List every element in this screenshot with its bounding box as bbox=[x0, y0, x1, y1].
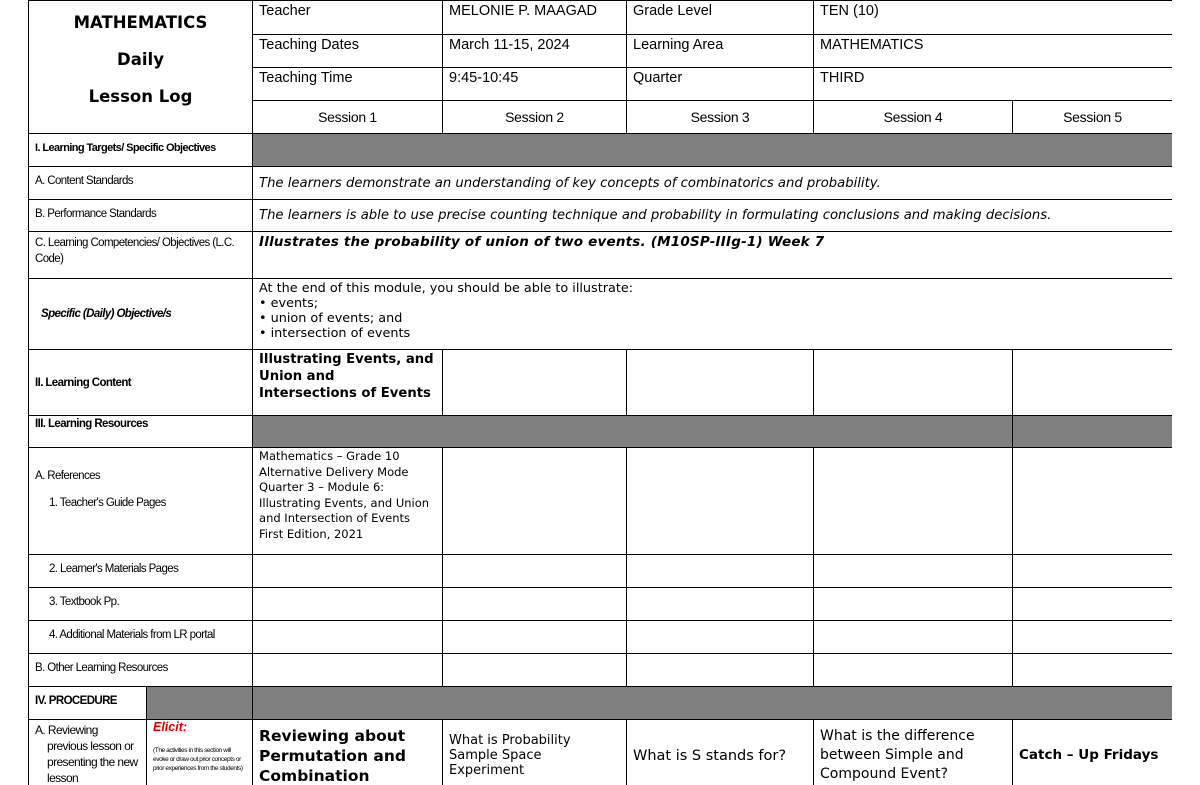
session-2-header: Session 2 bbox=[443, 101, 627, 134]
textbook-session-4 bbox=[814, 588, 1013, 621]
procedure-label: IV. PROCEDURE bbox=[29, 687, 147, 720]
review-session-5: Catch – Up Fridays bbox=[1013, 720, 1172, 785]
learners-materials-session-1 bbox=[253, 555, 443, 588]
other-resources-session-4 bbox=[814, 654, 1013, 687]
learning-content-session-5 bbox=[1013, 350, 1172, 416]
learning-content-session-2 bbox=[443, 350, 627, 416]
learning-resources-shade-session-5 bbox=[1013, 416, 1172, 448]
learning-resources-shade bbox=[253, 416, 1013, 448]
review-lesson-label: A. Reviewing previous lesson or presenting the new lesson bbox=[29, 720, 147, 785]
session-3-header: Session 3 bbox=[627, 101, 814, 134]
learning-content-session-3 bbox=[627, 350, 814, 416]
procedure-row bbox=[29, 687, 1173, 720]
teaching-time-value: 9:45-10:45 bbox=[443, 68, 627, 101]
textbook-session-5 bbox=[1013, 588, 1172, 621]
learning-content-session-4 bbox=[814, 350, 1013, 416]
learners-materials-session-2 bbox=[443, 555, 627, 588]
review-session-4: What is the difference between Simple and Compound Event? bbox=[814, 720, 1013, 785]
learning-content-label: II. Learning Content bbox=[29, 350, 253, 416]
quarter-label: Quarter bbox=[627, 68, 814, 101]
content-standards-row bbox=[29, 167, 1173, 200]
performance-standards-label: B. Performance Standards bbox=[29, 200, 253, 232]
additional-materials-session-1 bbox=[253, 621, 443, 654]
learners-materials-row bbox=[29, 555, 1173, 588]
review-session-1: Reviewing about Permutation and Combination bbox=[253, 720, 443, 785]
learning-targets-label: I. Learning Targets/ Specific Objectives bbox=[29, 134, 253, 167]
additional-materials-row bbox=[29, 621, 1173, 654]
additional-materials-session-2 bbox=[443, 621, 627, 654]
other-resources-label: B. Other Learning Resources bbox=[29, 654, 253, 687]
textbook-label: 3. Textbook Pp. bbox=[29, 588, 253, 621]
review-lesson-row bbox=[29, 720, 1173, 785]
performance-standards-value: The learners is able to use precise counting technique and probability in formulating conclusions and making decisions. bbox=[253, 200, 1172, 232]
teaching-dates-label: Teaching Dates bbox=[253, 35, 443, 68]
other-resources-session-1 bbox=[253, 654, 443, 687]
review-session-3: What is S stands for? bbox=[627, 720, 814, 785]
other-resources-session-3 bbox=[627, 654, 814, 687]
grade-level-label: Grade Level bbox=[627, 1, 814, 35]
objectives-intro: At the end of this module, you should be able to illustrate: bbox=[259, 281, 634, 296]
content-standards-value: The learners demonstrate an understanding of key concepts of combinatorics and probability. bbox=[253, 167, 1172, 200]
document-title bbox=[29, 1, 253, 134]
learning-targets-row bbox=[29, 134, 1173, 167]
header-row-teacher bbox=[29, 1, 1173, 35]
additional-materials-label: 4. Additional Materials from LR portal bbox=[29, 621, 253, 654]
textbook-session-2 bbox=[443, 588, 627, 621]
learning-targets-shade bbox=[253, 134, 1172, 167]
competencies-label: C. Learning Competencies/ Objectives (L.C. Code) bbox=[29, 232, 253, 279]
session-5-header: Session 5 bbox=[1013, 101, 1172, 134]
learners-materials-session-3 bbox=[627, 555, 814, 588]
references-session-3 bbox=[627, 448, 814, 555]
textbook-session-3 bbox=[627, 588, 814, 621]
teacher-label: Teacher bbox=[253, 1, 443, 35]
teaching-time-label: Teaching Time bbox=[253, 68, 443, 101]
elicit-cell bbox=[147, 720, 253, 785]
title-line-3: Lesson Log bbox=[88, 87, 193, 106]
learning-content-row bbox=[29, 350, 1173, 416]
content-standards-label: A. Content Standards bbox=[29, 167, 253, 200]
references-row bbox=[29, 448, 1173, 555]
review-session-2: What is Probability Sample Space Experiment bbox=[443, 720, 627, 785]
objective-item: • intersection of events bbox=[259, 326, 411, 341]
references-session-2 bbox=[443, 448, 627, 555]
title-line-1: MATHEMATICS bbox=[73, 13, 208, 32]
specific-objectives-value bbox=[253, 279, 1172, 350]
specific-objectives-row bbox=[29, 279, 1173, 350]
teachers-guide-value: Mathematics – Grade 10 Alternative Delivery Mode Quarter 3 – Module 6: Illustrating Events, and Union and Intersection of Events First Edition, 2021 bbox=[253, 448, 443, 555]
session-4-header: Session 4 bbox=[814, 101, 1013, 134]
additional-materials-session-5 bbox=[1013, 621, 1172, 654]
procedure-shade-left bbox=[147, 687, 253, 720]
additional-materials-session-4 bbox=[814, 621, 1013, 654]
title-line-2: Daily bbox=[117, 50, 164, 69]
learning-resources-label: III. Learning Resources bbox=[29, 416, 253, 448]
performance-standards-row bbox=[29, 200, 1173, 232]
teachers-guide-label: 1. Teacher's Guide Pages bbox=[49, 497, 166, 509]
textbook-session-1 bbox=[253, 588, 443, 621]
procedure-shade bbox=[253, 687, 1172, 720]
quarter-value: THIRD bbox=[814, 68, 1172, 101]
textbook-row bbox=[29, 588, 1173, 621]
other-resources-session-2 bbox=[443, 654, 627, 687]
learners-materials-session-5 bbox=[1013, 555, 1172, 588]
objective-item: • union of events; and bbox=[259, 311, 403, 326]
additional-materials-session-3 bbox=[627, 621, 814, 654]
teacher-value: MELONIE P. MAAGAD bbox=[443, 1, 627, 35]
learning-content-session-1: Illustrating Events, and Union and Intersections of Events bbox=[253, 350, 443, 416]
elicit-title: Elicit: bbox=[153, 720, 188, 734]
other-resources-session-5 bbox=[1013, 654, 1172, 687]
competencies-value: Illustrates the probability of union of two events. (M10SP-IIIg-1) Week 7 bbox=[253, 232, 1172, 279]
lesson-log-sheet bbox=[28, 0, 1172, 785]
lesson-log-table bbox=[28, 0, 1172, 785]
references-label: A. References bbox=[35, 470, 101, 482]
learning-area-value: MATHEMATICS bbox=[814, 35, 1172, 68]
learning-area-label: Learning Area bbox=[627, 35, 814, 68]
competencies-row bbox=[29, 232, 1173, 279]
references-session-4 bbox=[814, 448, 1013, 555]
references-session-5 bbox=[1013, 448, 1172, 555]
references-label-cell bbox=[29, 448, 253, 555]
elicit-note: (The activities in this section will evoke or draw out prior concepts or prior experiences from the students) bbox=[153, 747, 243, 772]
learners-materials-session-4 bbox=[814, 555, 1013, 588]
objective-item: • events; bbox=[259, 296, 319, 311]
specific-objectives-label: Specific (Daily) Objective/s bbox=[29, 279, 253, 350]
grade-level-value: TEN (10) bbox=[814, 1, 1172, 35]
teaching-dates-value: March 11-15, 2024 bbox=[443, 35, 627, 68]
learning-resources-row bbox=[29, 416, 1173, 448]
session-1-header: Session 1 bbox=[253, 101, 443, 134]
learners-materials-label: 2. Learner's Materials Pages bbox=[29, 555, 253, 588]
other-resources-row bbox=[29, 654, 1173, 687]
